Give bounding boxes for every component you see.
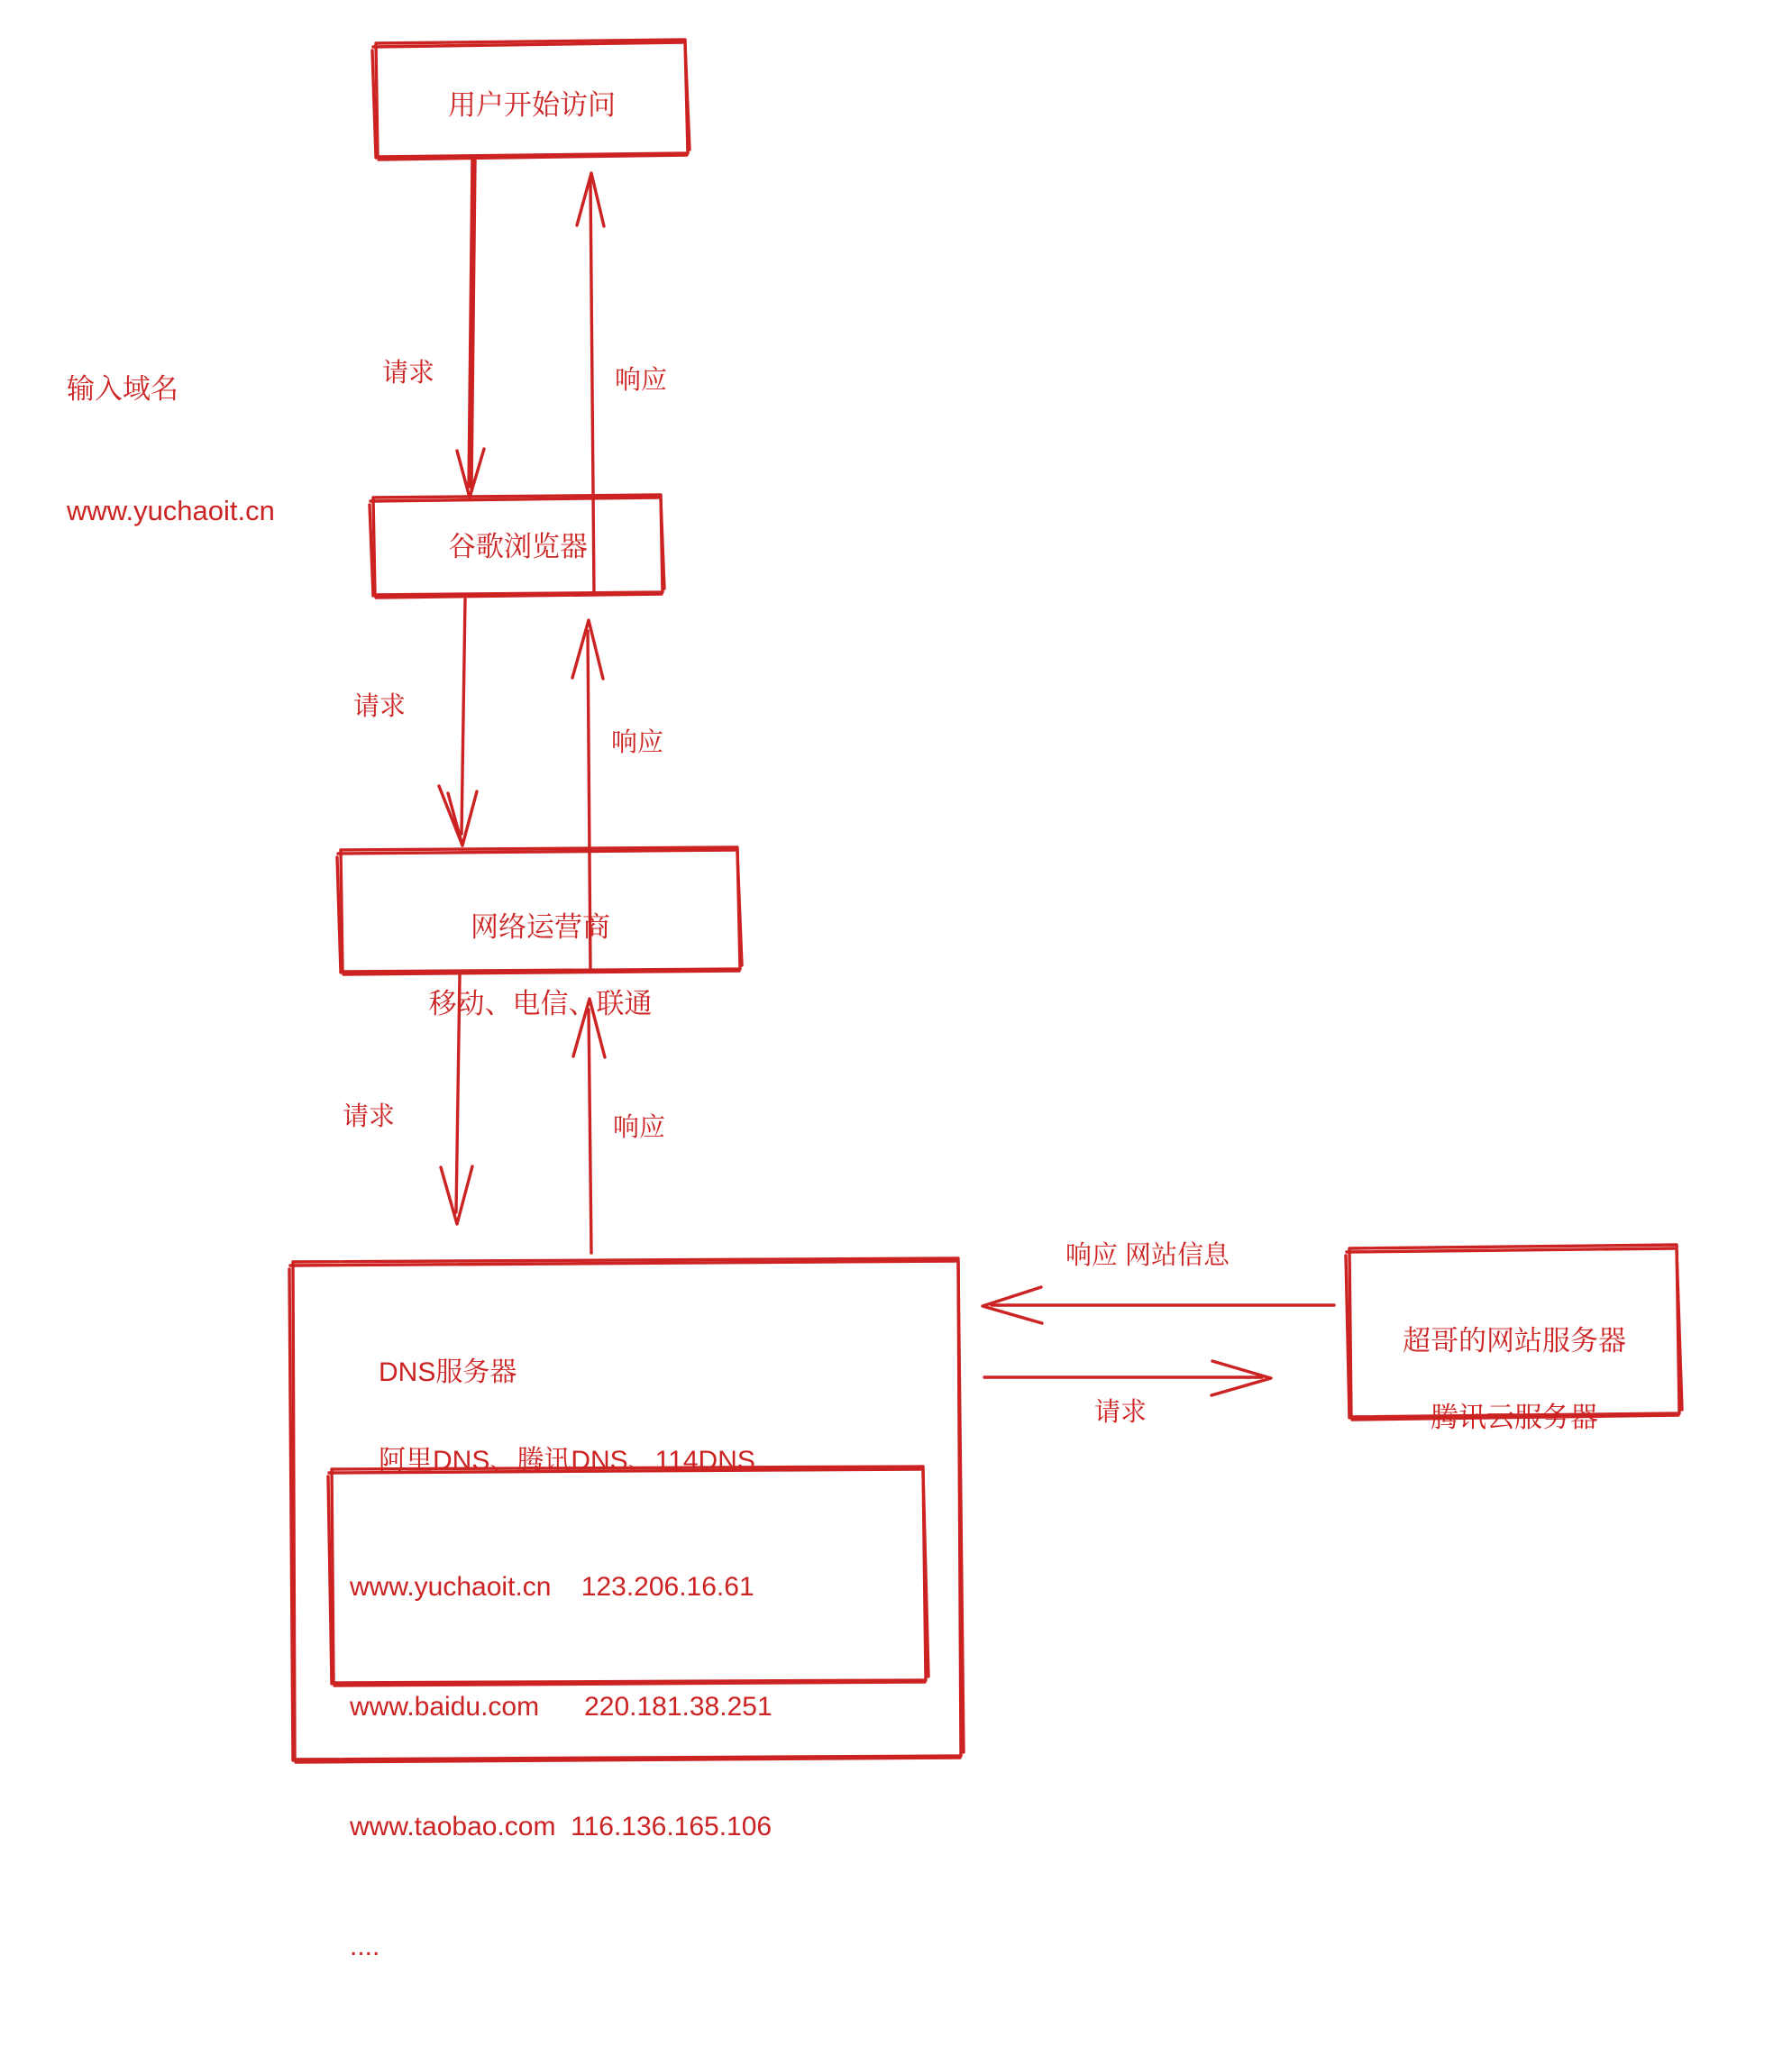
node-dns-line1: DNS服务器: [379, 1357, 517, 1388]
node-webserver-line1: 超哥的网站服务器: [1403, 1325, 1626, 1357]
node-dns-line2: 阿里DNS、腾讯DNS、114DNS: [379, 1445, 755, 1476]
edge-label-user-to-browser: 请求: [382, 359, 435, 388]
node-isp-label: [341, 870, 740, 1062]
node-webserver-line2: 腾讯云服务器: [1431, 1402, 1598, 1434]
input-domain-note: [67, 288, 364, 613]
edge-label-browser-to-isp: 请求: [353, 692, 407, 721]
edge-label-isp-to-browser: 响应: [611, 728, 664, 757]
edge-label-browser-to-user: 响应: [615, 366, 668, 395]
node-browser-label: 谷歌浏览器: [448, 531, 588, 562]
dns-record-row: www.baidu.com 220.181.38.251: [350, 1691, 773, 1722]
dns-record-row: ....: [350, 1932, 380, 1962]
input-domain-note-line2: www.yuchaoit.cn: [67, 494, 275, 526]
node-webserver-label: [1349, 1284, 1679, 1476]
node-isp-line1: 网络运营商: [471, 911, 610, 944]
node-isp-line2: 移动、电信、联通: [428, 988, 653, 1020]
edge-label-dns-to-isp: 响应: [613, 1113, 666, 1142]
dns-record-row: www.yuchaoit.cn 123.206.16.61: [350, 1571, 754, 1602]
edge-label-isp-to-dns: 请求: [343, 1102, 396, 1131]
dns-records-table: [350, 1487, 927, 2047]
input-domain-note-line1: 输入域名: [67, 372, 178, 405]
node-user-label: 用户开始访问: [448, 89, 616, 121]
dns-record-row: www.taobao.com 116.136.165.106: [350, 1812, 773, 1842]
edge-label-dns-to-server: 请求: [1094, 1398, 1147, 1427]
edge-label-server-to-dns: 响应 网站信息: [1065, 1241, 1230, 1270]
